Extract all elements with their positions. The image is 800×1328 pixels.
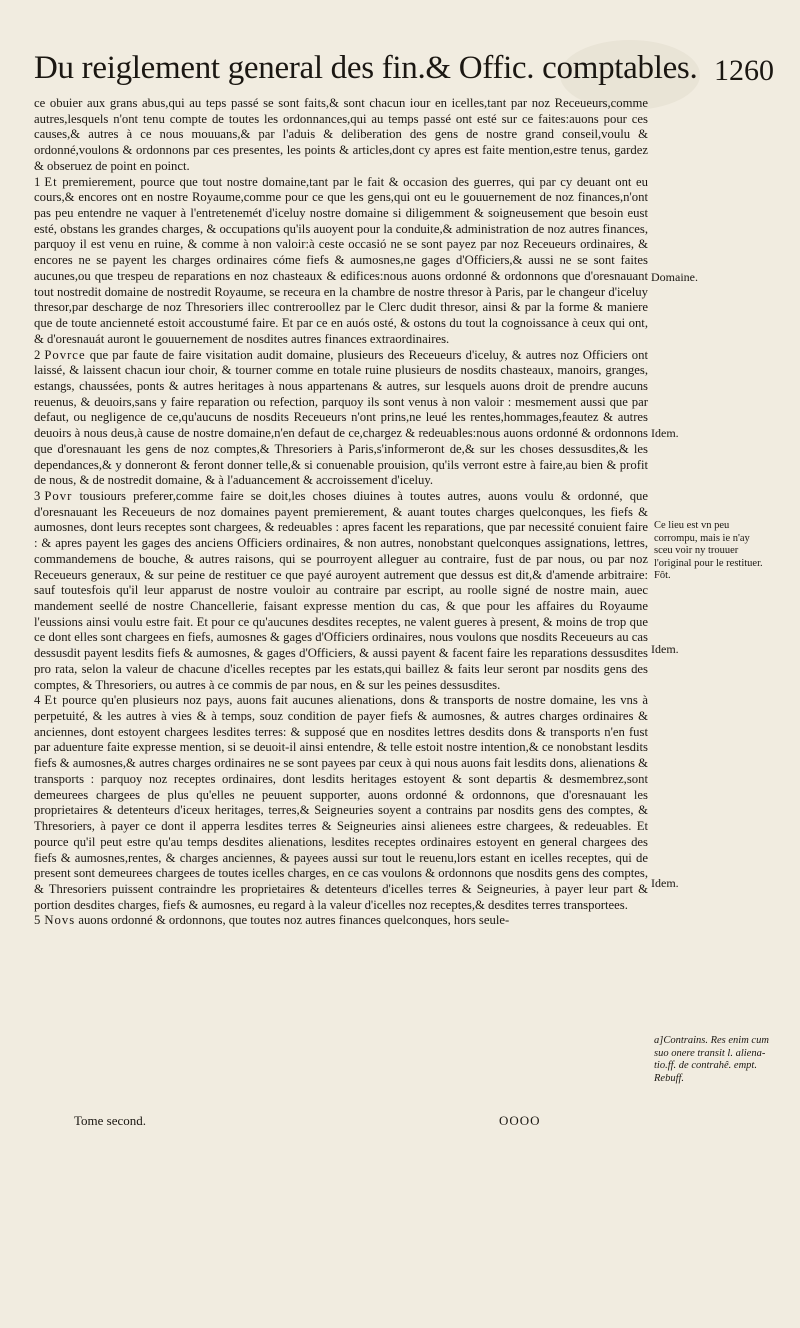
article-number: 3 (34, 488, 41, 503)
paragraph (34, 913, 648, 929)
paragraph-text: ce obuier aux grans abus,qui au teps passé se sont faits,& sont chacun iour en icelles,tant par noz Receueurs,comme autres,lesquels n'ont tenu compte de toutes les ordonnances,qui au temps passé ont esté sur ce faites:auons pour ces causes,& autres à ce nous mouuans,& par l'aduis & deliberation des gens de nostre grand conseil,voulu & ordonné,voulons & ordonnons par ces presentes, les points & articles,dont cy apres est faite mention,estre tenus, gardez & obseruez de point en poinct. (34, 96, 648, 173)
article-number: 4 (34, 693, 41, 708)
paragraph (34, 96, 648, 175)
article-lead: Novs (44, 913, 76, 928)
paragraph-text: tousiours preferer,comme faire se doit,les choses diuines à toutes autres, auons voulu & ordonné, que d'oresnauant les Receueurs de noz domaines payent premierement, & auant toutes charges quelconques, les fiefs & aumosnes, dont leurs receptes sont chargees, & redeuables : apres facent les reparations, que par necessité conuient faire : & apres payent les gages des anciens Officiers ordinaires, & non autres, nonobstant quelconques assignations, lettres, commandemens de bouche, & autres raisons, qui se pourroyent alleguer au contraire, fust de par nous, ou par noz Receueurs generaux, & sur peine de restituer ce que payé auroyent autrement que dessus est dit,& d'amende arbitraire: sauf toutesfois qu'il leur apparust de nostre vouloir au contraire par escript, au roolle signé de nostre main, auec mandement seellé de nostre Chancellerie, faisant expresse mention du cas, & que pour les affaires du Royaume l'eussions ainsi voulu estre fait. Et pour ce qu'aucunes desdites receptes, ne valent gueres à present, & moins de trop que ce dont elles sont chargees en fiefs, aumosnes & gages d'Officiers ordinaires, nous voulons que nosdits Receueurs au cas dessusdit payent lesdits fiefs & aumosnes, & gages d'Officiers, & aussi payent & facent faire les reparations dessusdites pro rata, selon la valeur de chacune d'icelles receptes par les estats,qui baillez & faits leur seront par nosdits gens des comptes, & Thresoriers, ou autres à ce commis de par nous, en & sur les peines dessusdites. (34, 488, 649, 692)
margin-note: Idem. (651, 426, 679, 440)
article-number: 1 (34, 174, 41, 189)
paragraph-text: premierement, pource que tout nostre domaine,tant par le fait & occasion des guerres, qui par cy deuant ont eu cours,& encores ont en nostre Royaume,comme pour ce que les gens,qui ont eu le gouuernement de noz finances,n'ont pas peu entendre ne vaquer à l'entretenemét d'iceluy nostre domaine si diligemment & soigneusement que besoin eust esté, obstans les grandes charges, & occupations qu'ils auoyent pour la conduite,& administration de noz autres finances, parquoy il est venu en ruine, & comme à non valoir:à ceste occasió ne se sont payez par noz Receueurs ordinaires, & encores ne se payent les charges ordinaires cóme fiefs & aumosnes,ne gages d'Officiers,& aussi ne se sont faites aucunes,ou que trespeu de reparations en noz chasteaux & edifices:nous auons ordonné & ordonnons que d'oresnauant tout nostredit domaine de nostredit Royaume, se receura en la chambre de nostre thresor à Paris, par le changeur d'iceluy thresor,par descharge de noz Thresoriers illec contreroollez par le Clerc dudit thresor, ainsi & par la forme & maniere que de toute ancienneté estoit accoustumé faire. Et par ce en auós osté, & ostons du tout la cognoissance à ceux qui ont, & d'oresnauát auront le gouuernement de nosdites autres finances extraordinaires. (34, 174, 648, 346)
article-lead: Povr (44, 488, 73, 503)
article-lead: Povrce (44, 347, 86, 362)
article-number: 2 (34, 347, 41, 362)
running-title: Du reiglement general des fin.& Offic. comptables. (34, 50, 698, 86)
paragraph-text: pource qu'en plusieurs noz pays, auons fait aucunes alienations, dons & transports de nostre domaine, les vns à perpetuité, & les autres à vies & à temps, souz condition de payer fiefs & aumosnes, & autres charges ordinaires & anciennes, dont estoyent chargees lesdites terres: & supposé que en nosdites lettres desdits dons & transports n'en fust par aduenture faite expresse mention, si se deuoit-il ainsi entendre, & telle estoit nostre intention,& ce nonobstant lesdits fiefs & aumosnes,& autres charges ordinaires ne se sont payees par ceux à qui nous auons fait lesdits dons, alienations & transports : parquoy noz receptes ordinaires, dont lesdits heritages estoyent & sont departis & desmembrez,sont demeurees chargees de plus qu'elles ne peuuent supporter, auons ordonné & ordonnons, que d'oresnauant les proprietaires & detenteurs d'iceux heritages, terres,& Seigneuries soyent a contrains par nosdits gens des comptes, & Thresoriers, à payer ce dont il apperra lesdites terres & Seigneuries ainsi alienees estre chargees, & redeuables. Et pource qu'il peut estre qu'au temps desdites alienations, lesdites receptes ordinaires estoyent en general chargees des fiefs & aumosnes,rentes, & charges anciennes, & payees aussi sur tout le reuenu,lors estant en icelles receptes, qui de present sont demeurees chargees de toutes icelles charges, en ce cas voulons & ordonnons que nosdits gens des comptes, & Thresoriers puissent contraindre les proprietaires & detenteurs d'icelles terres & Seigneuries, à payer leur part & portion desdites charges, fiefs & aumosnes, eu regard à la valeur d'icelles noz receptes,& desdites terres transportees. (34, 693, 648, 912)
signature-mark: OOOO (499, 1113, 541, 1128)
article-number: 5 (34, 913, 41, 928)
paragraph (34, 175, 648, 348)
paragraph (34, 348, 648, 489)
folio-number: 1260 (714, 54, 774, 87)
volume-label: Tome second. (74, 1113, 147, 1128)
article-lead: Et (44, 693, 58, 708)
paragraph-text: auons ordonné & ordonnons, que toutes noz autres finances quelconques, hors seule- (78, 913, 510, 928)
paragraph (34, 489, 648, 693)
page-header (34, 50, 774, 94)
margin-note: Idem. (651, 876, 679, 890)
paragraph (34, 693, 648, 913)
margin-note: a]Contrains. Res enim cum suo onere transit l. aliena-tio.ff. de contrahê. empt. Rebuff. (654, 1035, 769, 1084)
margin-note: Ce lieu est vn peu corrompu, mais ie n'ay sceu voir ny trouuer l'original pour le restituer. Fôt. (654, 520, 763, 581)
article-lead: Et (44, 174, 58, 189)
paragraph-text: que par faute de faire visitation audit domaine, plusieurs des Receueurs d'iceluy, & autres noz Officiers ont laissé, & laissent chacun iour choir, & tourner comme en totale ruine plusieurs de nosdits chasteaux, manoirs, granges, estangs, chaussées, ponts & autres heritages à nous appartenans & autres, sur lesquels auons droit de prendre aucuns reuenus, & deuoirs,sans y faire reparation ou refection, parquoy ils sont venus à non valoir : mesmement aussi que par defaut, ou negligence de ce,qu'aucuns de nosdits Receueurs n'ont prins,ne leué les rentes,hommages,feautez & autres deuoirs à nous deus,à cause de nostre domaine,n'en defaut de ce,chargez & redeuables:nous auons ordonné & ordonnons que d'oresnauant les gens de noz comptes,& Thresoriers à Paris,s'informeront de,& sur les choses dessusdites,& les dependances,& y donneront & feront donner telle,& si conuenable prouision, qu'ils verront estre à faire,au bien & profit de nous, & de nostredit domaine, & à l'aduancement & accroissement d'iceluy. (34, 347, 649, 488)
body-text (34, 96, 648, 929)
margin-note: Domaine. (651, 270, 698, 284)
margin-note: Idem. (651, 642, 679, 656)
